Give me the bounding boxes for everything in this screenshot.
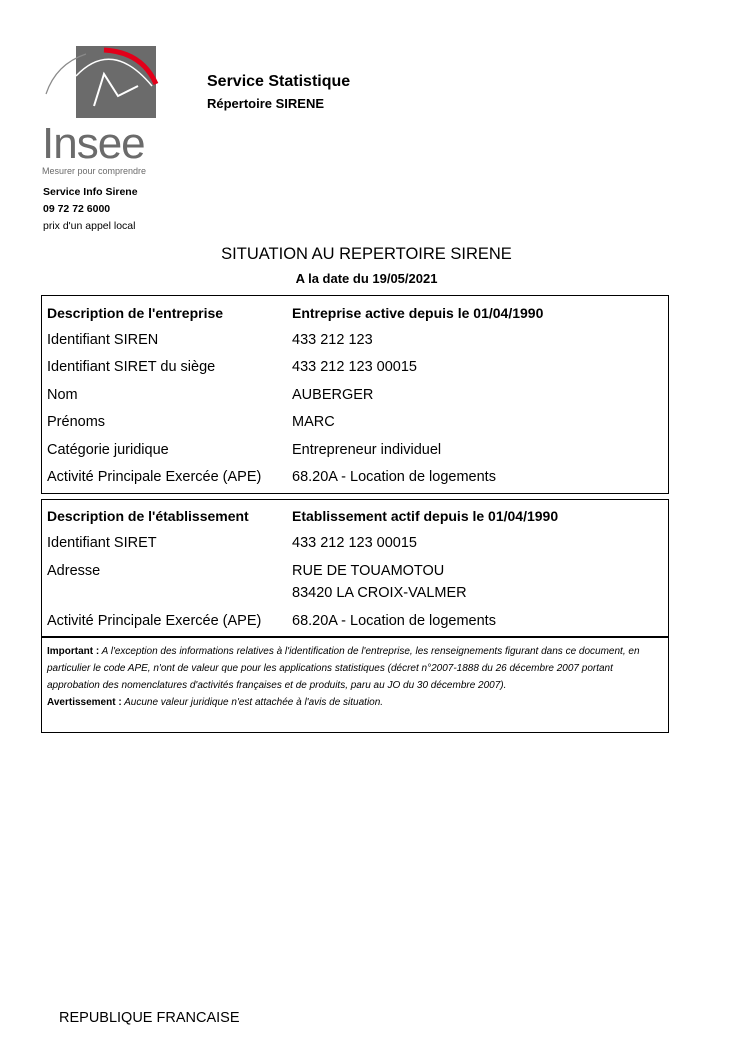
insee-logo-mark-icon — [42, 46, 160, 126]
siret-value: 433 212 123 00015 — [292, 535, 417, 551]
contact-info — [43, 184, 138, 235]
notes-text — [47, 643, 659, 711]
adresse-line2: 83420 LA CROIX-VALMER — [292, 585, 467, 601]
adresse-label: Adresse — [47, 563, 101, 579]
footer-republique: REPUBLIQUE FRANCAISE — [59, 1010, 240, 1026]
categorie-value: Entrepreneur individuel — [292, 442, 442, 458]
entreprise-heading-label: Description de l'entreprise — [47, 305, 224, 321]
prenoms-label: Prénoms — [47, 414, 106, 430]
prenoms-value: MARC — [292, 414, 335, 430]
siren-label: Identifiant SIREN — [47, 332, 159, 348]
header — [207, 72, 350, 112]
ape-entreprise-label: Activité Principale Exercée (APE) — [47, 469, 262, 485]
entreprise-heading-value: Entreprise active depuis le 01/04/1990 — [292, 305, 544, 321]
siret-siege-label: Identifiant SIRET du siège — [47, 359, 216, 375]
nom-value: AUBERGER — [292, 387, 374, 403]
entreprise-section — [41, 295, 669, 494]
siret-siege-value: 433 212 123 00015 — [292, 359, 417, 375]
service-title: Service Statistique — [207, 73, 351, 90]
logo-tagline: Mesurer pour comprendre — [42, 166, 147, 176]
adresse-line1: RUE DE TOUAMOTOU — [292, 563, 445, 579]
ape-entreprise-value: 68.20A - Location de logements — [292, 469, 496, 485]
siret-label: Identifiant SIRET — [47, 535, 157, 551]
repertoire-subtitle: Répertoire SIRENE — [207, 96, 325, 111]
ape-etablissement-label: Activité Principale Exercée (APE) — [47, 613, 262, 629]
logo-word: Insee — [42, 119, 145, 168]
etablissement-section — [41, 499, 669, 637]
important-text: A l'exception des informations relatives à l'identification de l'entreprise, les renseignements figurant dans ce document, en particulier le code APE, n'ont de valeur que pour les applications statistiques (décret n°2007-1888 du 26 décembre 2007 portant approbation des nomenclatures d'activités françaises et de produits, paru au JO du 30 décembre 2007). — [47, 646, 640, 691]
insee-logo — [42, 46, 160, 178]
page-subtitle: A la date du 19/05/2021 — [295, 271, 438, 286]
notes-section — [41, 637, 669, 733]
contact-note: prix d'un appel local — [43, 220, 136, 232]
categorie-label: Catégorie juridique — [47, 442, 169, 458]
etablissement-heading-value: Etablissement actif depuis le 01/04/1990 — [292, 508, 559, 524]
avertissement-text: Aucune valeur juridique n'est attachée à l'avis de situation. — [124, 697, 384, 708]
avertissement-label: Avertissement : — [47, 697, 122, 708]
contact-phone: 09 72 72 6000 — [43, 203, 111, 215]
page-title: SITUATION AU REPERTOIRE SIRENE — [221, 245, 512, 263]
nom-label: Nom — [47, 387, 78, 403]
etablissement-heading-label: Description de l'établissement — [47, 508, 249, 524]
contact-service: Service Info Sirene — [43, 186, 138, 198]
important-label: Important : — [47, 646, 100, 657]
ape-etablissement-value: 68.20A - Location de logements — [292, 613, 496, 629]
siren-value: 433 212 123 — [292, 332, 373, 348]
